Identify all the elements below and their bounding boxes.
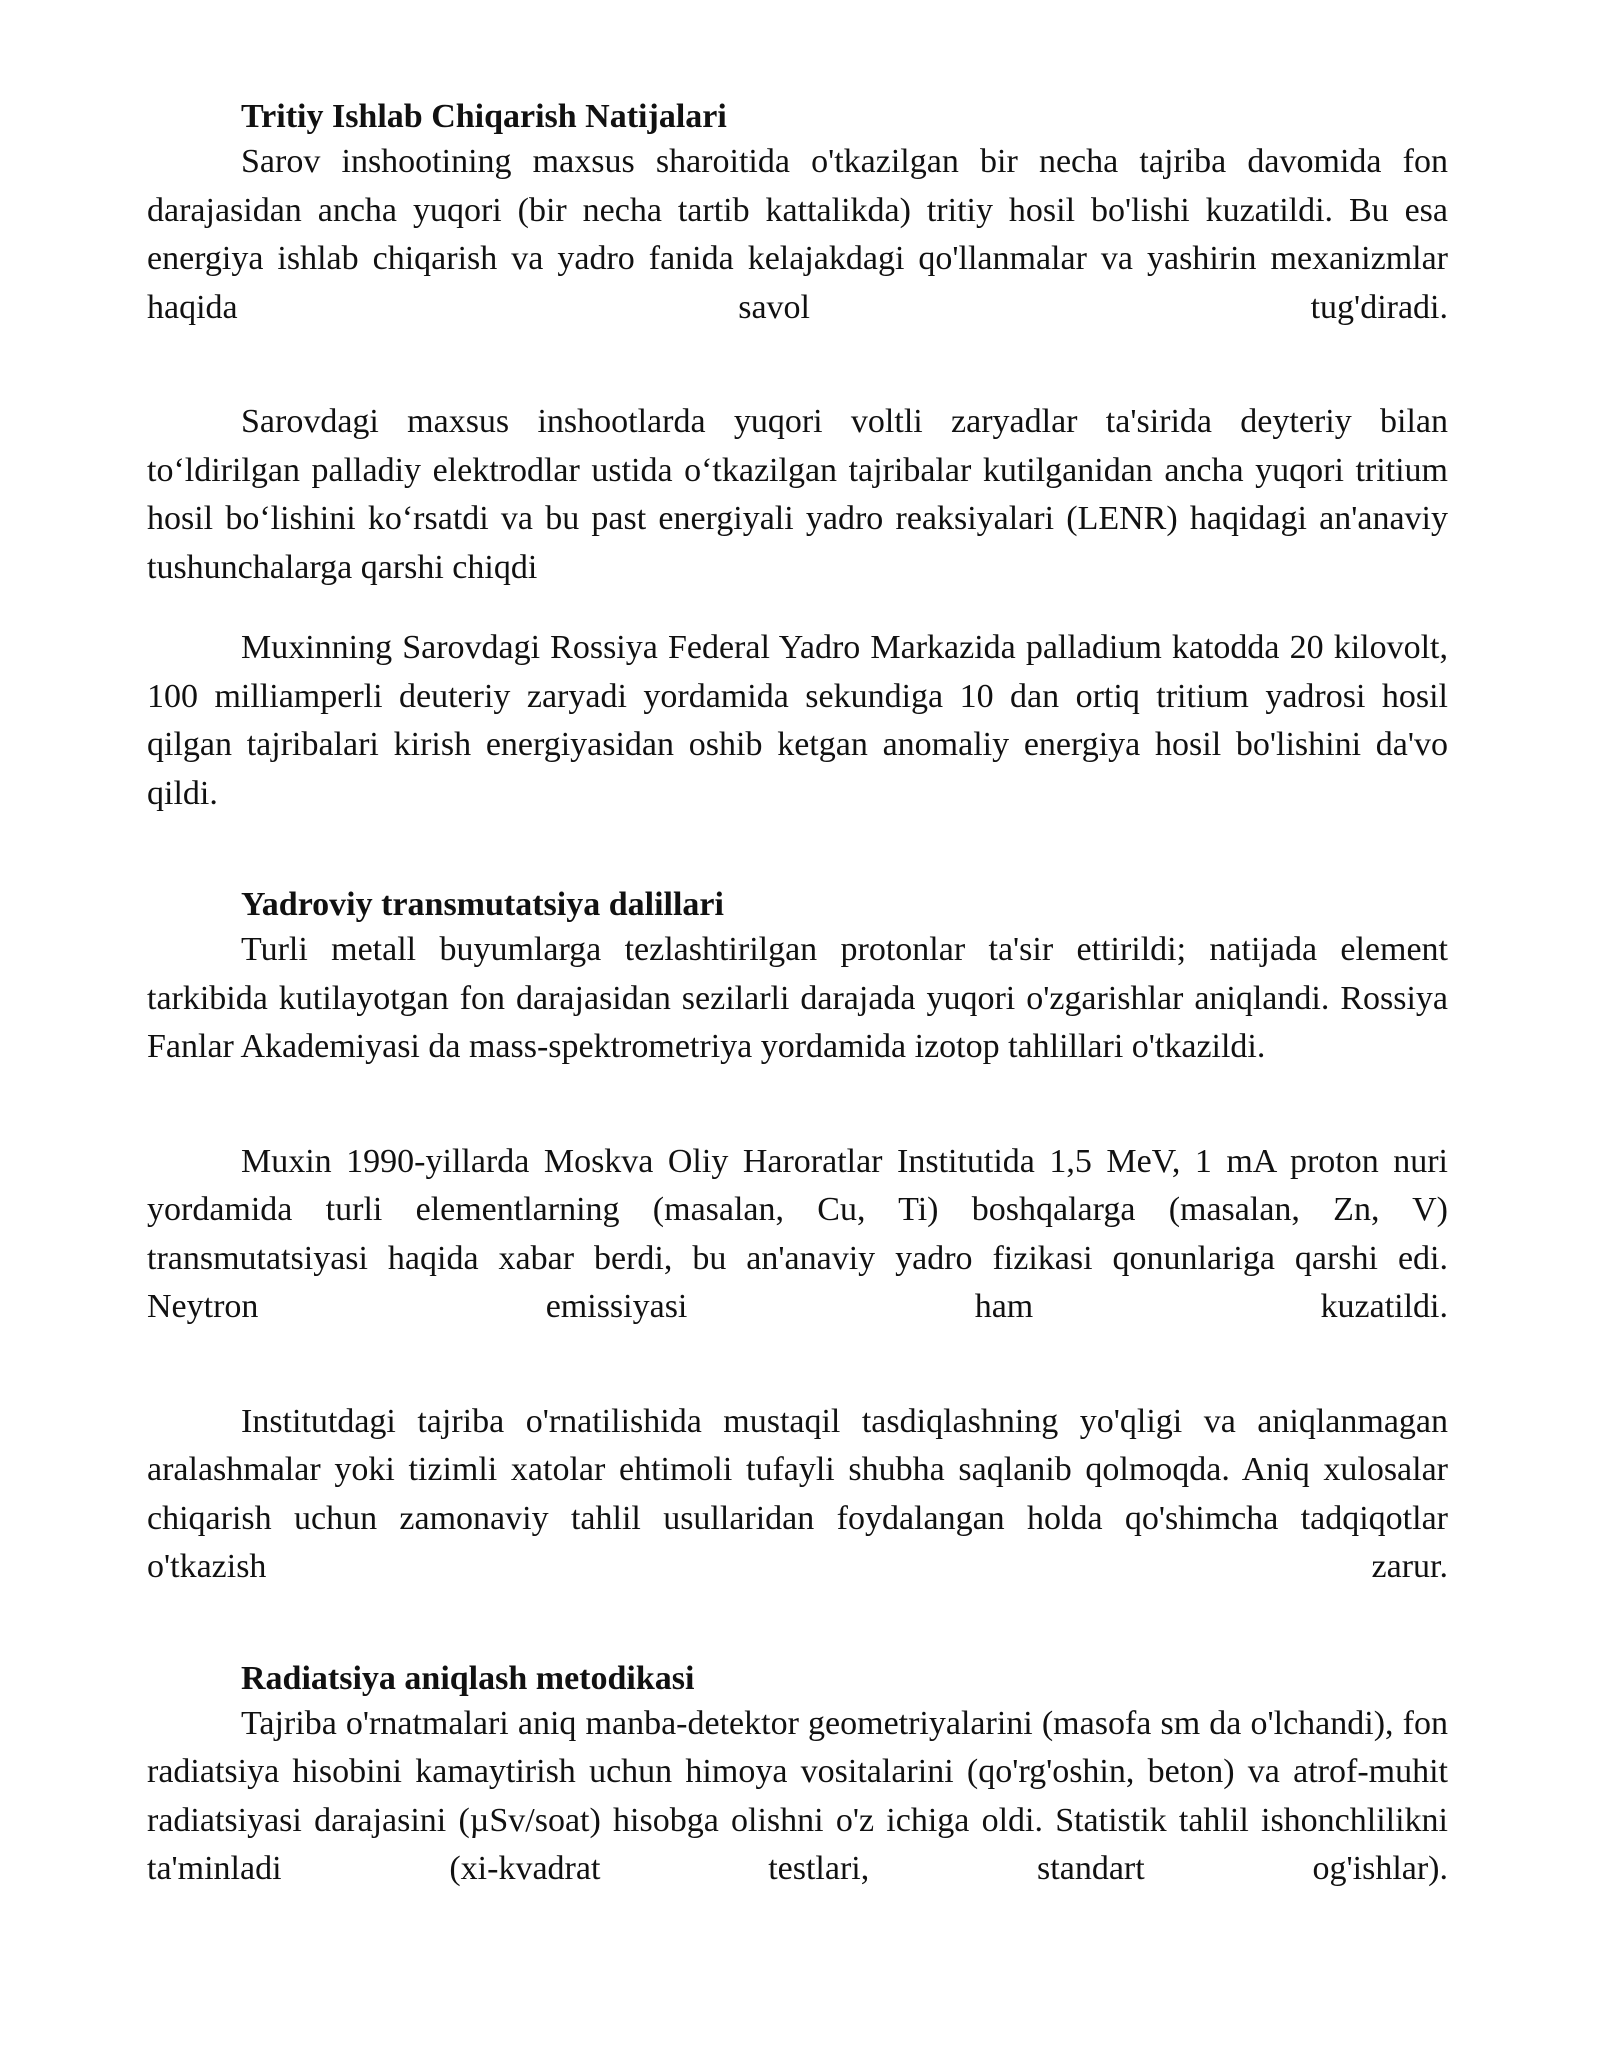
spacer [147,1592,1448,1658]
spacer [147,1072,1448,1138]
spacer [147,332,1448,398]
paragraph-muxin-sarov: Muxinning Sarovdagi Rossiya Federal Yadro Markazida palladium katodda 20 kilovolt, 100 milliamperli deuteriy zaryadi yordamida sekundiga 10 dan ortiq tritium yadrosi hosil qilgan tajribalari kirish energiyasidan oshib ketgan anomaliy energiya hosil bo'lishini da'vo qildi. [147,629,1448,812]
spacer [147,592,1448,624]
paragraph-tritium-intro: Sarov inshootining maxsus sharoitida o'tkazilgan bir necha tajriba davomida fon darajasidan ancha yuqori (bir necha tartib kattalikda) tritiy hosil bo'lishi kuzatildi. Bu esa energiya ishlab chiqarish va yadro fanida kelajakdagi qo'llanmalar va yashirin mexanizmlar haqida savol tug'diradi. [147,143,1448,326]
paragraph-muxin-moscow: Muxin 1990-yillarda Moskva Oliy Haroratlar Institutida 1,5 MeV, 1 mA proton nuri yordamida turli elementlarning (masalan, Cu, Ti) boshqalarga (masalan, Zn, V) transmutatsiyasi haqida xabar berdi, bu an'anaviy yadro fizikasi qonunlariga qarshi edi. Neytron emissiyasi ham kuzatildi. [147,1142,1448,1325]
section-heading-transmutation: Yadroviy transmutatsiya dalillari [241,886,724,923]
section-heading-radiation: Radiatsiya aniqlash metodikasi [241,1659,695,1697]
section-heading-tritium: Tritiy Ishlab Chiqarish Natijalari [241,98,727,135]
paragraph-radiation-method: Tajriba o'rnatmalari aniq manba-detektor geometriyalarini (masofa sm da o'lchandi), fon radiatsiya hisobini kamaytirish uchun himoya vositalarini (qo'rg'oshin, beton) va atrof-muhit radiatsiyasi darajasini (µSv/soat) hisobga olishni o'z ichiga oldi. Statistik tahlil ishonchlilikni ta'minladi (xi-kvadrat testlari, standart og'ishlar). [147,1704,1448,1887]
paragraph-transmutation-intro: Turli metall buyumlarga tezlashtirilgan protonlar ta'sir ettirildi; natijada element tarkibida kutilayotgan fon darajasidan sezilarli darajada yuqori o'zgarishlar aniqlandi. Rossiya Fanlar Akademiyasi da mass-spektrometriya yordamida izotop tahlillari o'tkazildi. [147,931,1448,1065]
paragraph-institute-doubts: Institutdagi tajriba o'rnatilishida mustaqil tasdiqlashning yo'qligi va aniqlanmagan aralashmalar yoki tizimli xatolar ehtimoli tufayli shubha saqlanib qolmoqda. Aniq xulosalar chiqarish uchun zamonaviy tahlil usullaridan foydalangan holda qo'shimcha tadqiqotlar o'tkazish zarur. [147,1402,1448,1585]
spacer [147,818,1448,884]
spacer [147,1332,1448,1398]
paragraph-sarov-palladium: Sarovdagi maxsus inshootlarda yuqori voltli zaryadlar ta'sirida deyteriy bilan to‘ldirilgan palladiy elektrodlar ustida o‘tkazilgan tajribalar kutilganidan ancha yuqori tritium hosil bo‘lishini ko‘rsatdi va bu past energiyali yadro reaksiyalari (LENR) haqidagi an'anaviy tushunchalarga qarshi chiqdi [147,403,1448,586]
document-page [147,96,1448,1894]
